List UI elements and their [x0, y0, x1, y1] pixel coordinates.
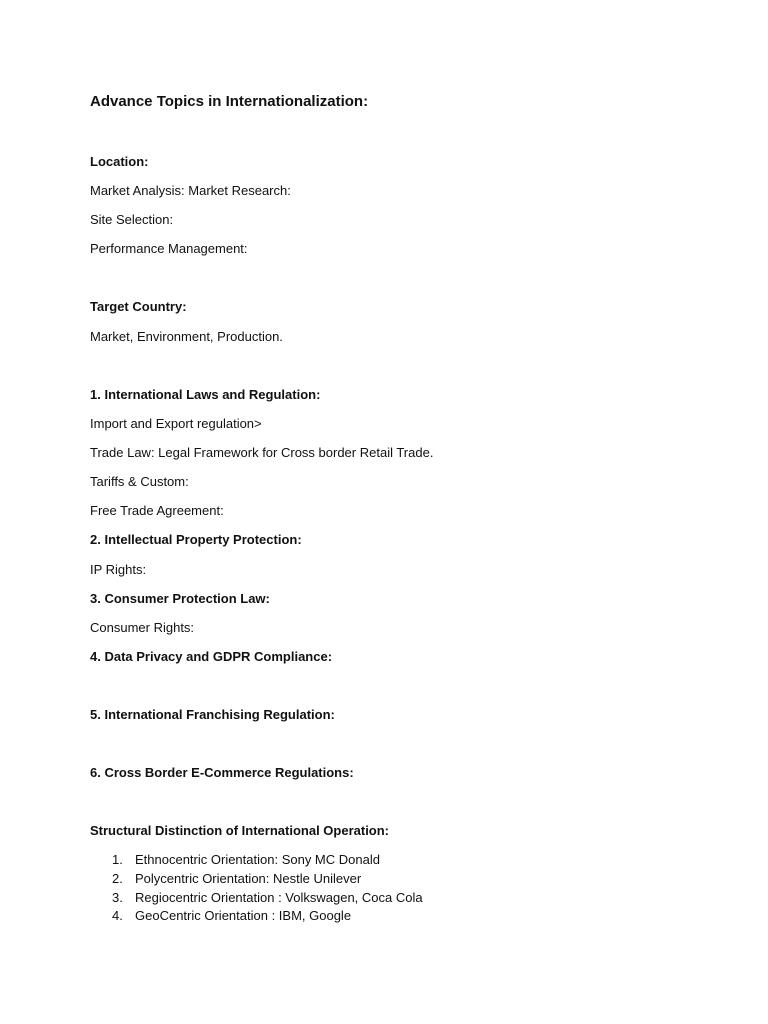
- list-text: Ethnocentric Orientation: Sony MC Donald: [135, 852, 380, 867]
- list-text: GeoCentric Orientation : IBM, Google: [135, 908, 352, 923]
- list-item: [112, 851, 380, 869]
- list-item: [112, 889, 423, 907]
- section-item: Import and Export regulation>: [90, 416, 262, 431]
- list-number: 2.: [112, 871, 123, 886]
- section-heading-ip: 2. Intellectual Property Protection:: [90, 532, 302, 547]
- target-country-text: Market, Environment, Production.: [90, 329, 283, 344]
- location-heading: Location:: [90, 154, 149, 169]
- location-item: Performance Management:: [90, 241, 248, 256]
- list-text: Regiocentric Orientation : Volkswagen, Coca Cola: [135, 890, 423, 905]
- section-item: Tariffs & Custom:: [90, 474, 189, 489]
- list-number: 1.: [112, 852, 123, 867]
- location-item: Site Selection:: [90, 212, 174, 227]
- list-number: 3.: [112, 890, 123, 905]
- section-heading-laws: 1. International Laws and Regulation:: [90, 387, 321, 402]
- location-item: Market Analysis: Market Research:: [90, 183, 291, 198]
- list-text: Polycentric Orientation: Nestle Unilever: [135, 871, 362, 886]
- section-heading-ecommerce: 6. Cross Border E-Commerce Regulations:: [90, 765, 354, 780]
- section-item: IP Rights:: [90, 562, 147, 577]
- structural-heading: Structural Distinction of International Operation:: [90, 823, 390, 838]
- list-item: [112, 907, 351, 925]
- section-heading-franchising: 5. International Franchising Regulation:: [90, 707, 335, 722]
- list-item: [112, 870, 361, 888]
- section-item: Trade Law: Legal Framework for Cross border Retail Trade.: [90, 445, 434, 460]
- section-item: Free Trade Agreement:: [90, 503, 224, 518]
- list-number: 4.: [112, 908, 123, 923]
- document-title: Advance Topics in Internationalization:: [90, 93, 369, 110]
- target-country-heading: Target Country:: [90, 299, 187, 314]
- section-heading-data-privacy: 4. Data Privacy and GDPR Compliance:: [90, 649, 333, 664]
- section-heading-consumer: 3. Consumer Protection Law:: [90, 591, 270, 606]
- section-item: Consumer Rights:: [90, 620, 195, 635]
